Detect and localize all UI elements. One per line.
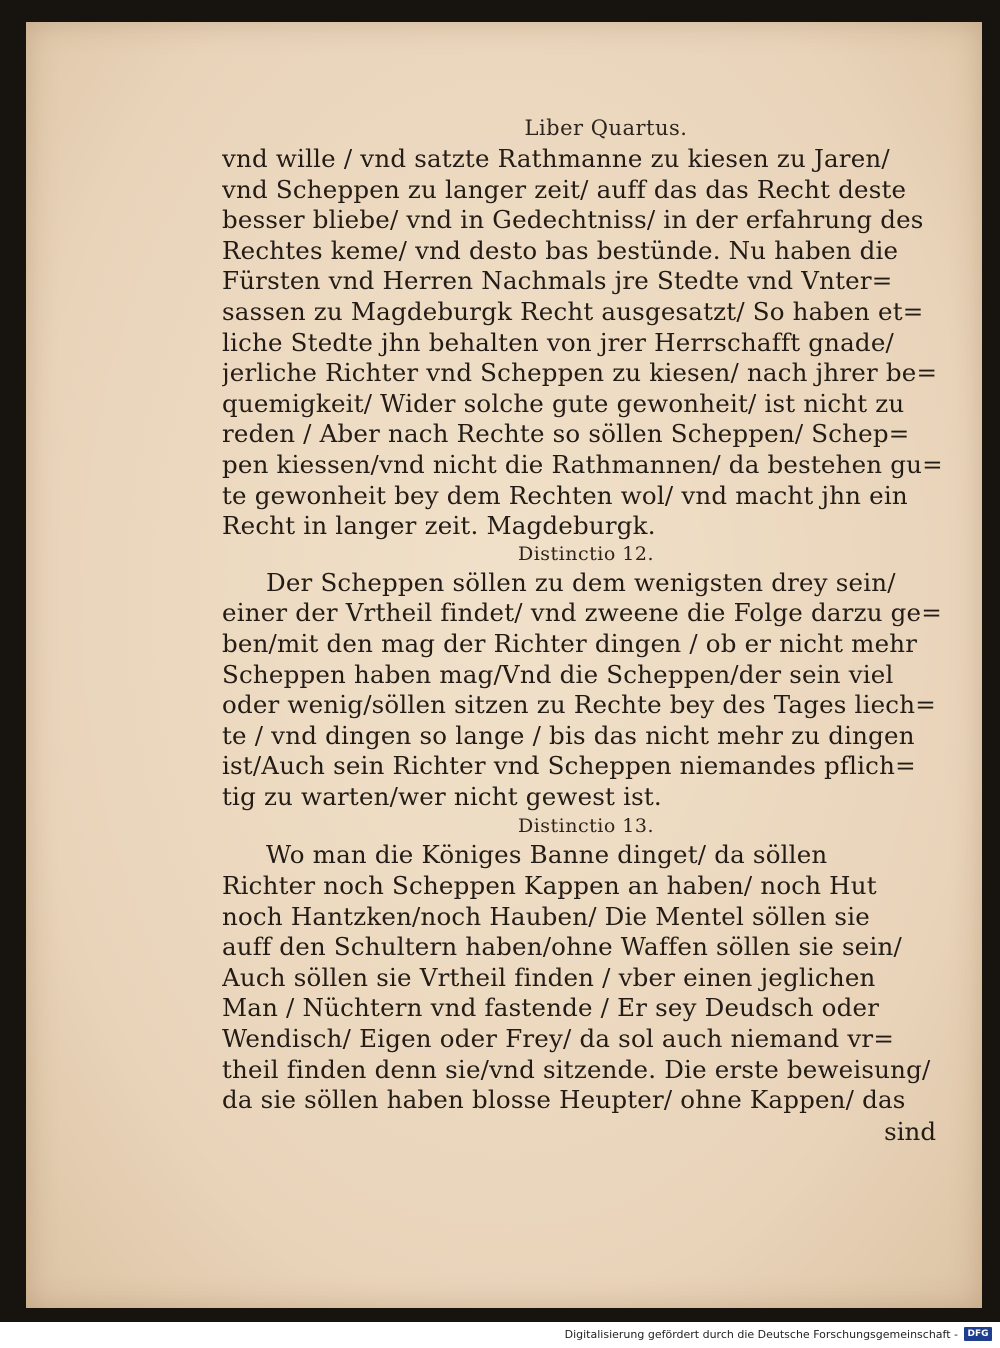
footer — [0, 1322, 1000, 1348]
text-line: ist/Auch sein Richter vnd Scheppen niemandes pflich= — [222, 751, 916, 781]
section-heading-12: Distinctio 12. — [517, 542, 655, 565]
text-line: Richter noch Scheppen Kappen an haben/ noch Hut — [222, 871, 877, 901]
text-line: sassen zu Magdeburgk Recht ausgesatzt/ So haben et= — [222, 296, 924, 326]
text-line: reden / Aber nach Rechte so söllen Scheppen/ Schep= — [222, 419, 910, 449]
text-line: te gewonheit bey dem Rechten wol/ vnd macht jhn ein — [222, 480, 908, 510]
text-line: liche Stedte jhn behalten von jrer Herrschafft gnade/ — [222, 327, 894, 357]
text-line: auff den Schultern haben/ohne Waffen söllen sie sein/ — [222, 932, 902, 962]
text-line: jerliche Richter vnd Scheppen zu kiesen/ nach jhrer be= — [222, 358, 938, 388]
text-line: Rechtes keme/ vnd desto bas bestünde. Nu haben die — [222, 235, 899, 265]
paragraph-continuation — [222, 144, 950, 542]
text-line: ben/mit den mag der Richter dingen / ob er nicht mehr — [222, 628, 918, 658]
text-line: noch Hantzken/noch Hauben/ Die Mentel söllen sie — [222, 901, 870, 931]
paragraph-distinctio-13 — [222, 840, 950, 1115]
text-line: Scheppen haben mag/Vnd die Scheppen/der sein viel — [222, 659, 894, 689]
text-line: Recht in langer zeit. Magdeburgk. — [222, 511, 656, 541]
funding-credit: Digitalisierung gefördert durch die Deutsche Forschungsgemeinschaft - — [564, 1328, 958, 1341]
running-head: Liber Quartus. — [524, 116, 688, 140]
text-line: oder wenig/söllen sitzen zu Rechte bey des Tages liech= — [222, 690, 936, 720]
page-text — [222, 112, 950, 1148]
text-line: vnd Scheppen zu langer zeit/ auff das das Recht deste — [222, 174, 907, 204]
text-line: Wo man die Königes Banne dinget/ da söllen — [266, 840, 828, 870]
text-line: einer der Vrtheil findet/ vnd zweene die Folge darzu ge= — [222, 598, 942, 628]
text-line: da sie söllen haben blosse Heupter/ ohne Kappen/ das — [222, 1085, 906, 1115]
dfg-logo-icon: DFG — [964, 1327, 992, 1341]
text-line: pen kiessen/vnd nicht die Rathmannen/ da bestehen gu= — [222, 449, 943, 479]
section-heading-13: Distinctio 13. — [517, 815, 655, 838]
text-line: Der Scheppen söllen zu dem wenigsten drey sein/ — [266, 567, 896, 597]
text-line: besser bliebe/ vnd in Gedechtniss/ in der erfahrung des — [222, 205, 924, 235]
text-line: quemigkeit/ Wider solche gute gewonheit/ ist nicht zu — [222, 388, 905, 418]
text-line: vnd wille / vnd satzte Rathmanne zu kiesen zu Jaren/ — [222, 144, 890, 173]
text-line: te / vnd dingen so lange / bis das nicht mehr zu dingen — [222, 720, 915, 750]
text-line: theil finden denn sie/vnd sitzende. Die erste beweisung/ — [222, 1054, 931, 1084]
catchword: sind — [884, 1116, 936, 1146]
text-line: Man / Nüchtern vnd fastende / Er sey Deudsch oder — [222, 993, 880, 1023]
text-line: tig zu warten/wer nicht gewest ist. — [222, 781, 662, 811]
text-line: Fürsten vnd Herren Nachmals jre Stedte vnd Vnter= — [222, 266, 893, 296]
text-line: Auch söllen sie Vrtheil finden / vber einen jeglichen — [222, 962, 876, 992]
paragraph-distinctio-12 — [222, 568, 950, 813]
text-line: Wendisch/ Eigen oder Frey/ da sol auch niemand vr= — [222, 1024, 895, 1054]
